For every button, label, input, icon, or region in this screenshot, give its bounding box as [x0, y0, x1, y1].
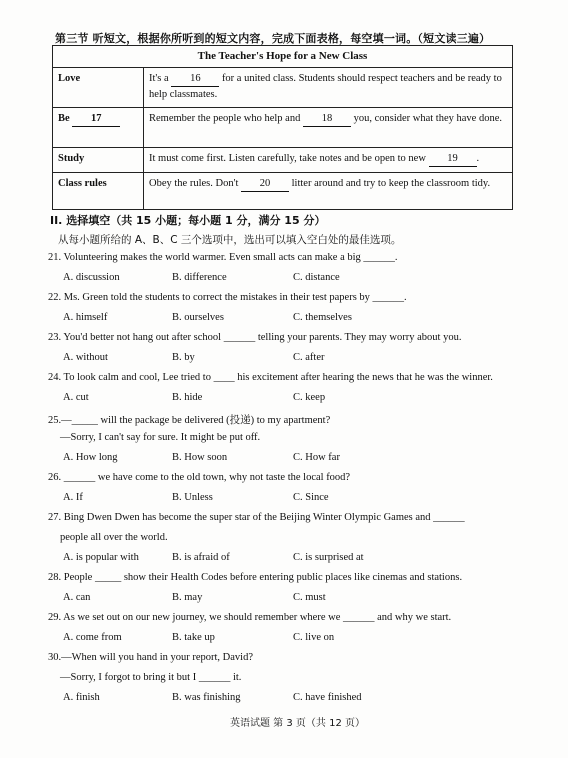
option-c: C. is surprised at [293, 552, 364, 563]
row-label: Be 17 [53, 108, 144, 148]
option-a: A. come from [63, 632, 122, 643]
option-c: C. have finished [293, 692, 362, 703]
option-c: C. distance [293, 272, 340, 283]
question-stem: 30.—When will you hand in your report, David? [48, 652, 253, 663]
option-a: A. How long [63, 452, 118, 463]
listening-table [52, 45, 513, 210]
question-stem: 25.—_____ will the package be delivered (投递) to my apartment? [48, 415, 331, 426]
question-stem: 23. You'd better not hang out after school ______ telling your parents. They may worry about you. [48, 332, 462, 343]
page-footer: 英语试题 第 3 页（共 12 页） [230, 718, 365, 729]
question-stem: 26. ______ we have come to the old town, why not taste the local food? [48, 472, 351, 483]
option-a: A. cut [63, 392, 89, 403]
row-content: Remember the people who help and 18 you, consider what they have done. [144, 108, 513, 148]
row-label: Class rules [53, 173, 144, 210]
option-b: B. Unless [172, 492, 213, 503]
option-b: B. difference [172, 272, 227, 283]
option-a: A. is popular with [63, 552, 139, 563]
option-a: A. himself [63, 312, 108, 323]
part2-heading: II. 选择填空（共 15 小题；每小题 1 分，满分 15 分） [50, 214, 326, 227]
question-stem: 29. As we set out on our new journey, we should remember where we ______ and why we start. [48, 612, 452, 623]
table-row-love [53, 68, 513, 108]
blank-16: 16 [171, 71, 219, 87]
table-row-class-rules [53, 173, 513, 210]
question-stem: 27. Bing Dwen Dwen has become the super star of the Beijing Winter Olympic Games and ______ [48, 512, 465, 523]
option-c: C. must [293, 592, 326, 603]
row-content: It's a 16 for a united class. Students should respect teachers and be ready to help classmates. [144, 68, 513, 108]
option-c: C. live on [293, 632, 335, 643]
question-stem: —Sorry, I can't say for sure. It might be put off. [60, 432, 261, 443]
row-label: Love [53, 68, 144, 108]
option-b: B. is afraid of [172, 552, 230, 563]
option-a: A. can [63, 592, 91, 603]
option-c: C. How far [293, 452, 340, 463]
option-c: C. themselves [293, 312, 352, 323]
question-stem: 21. Volunteering makes the world warmer. Even small acts can make a big ______. [48, 252, 398, 263]
question-stem: 28. People _____ show their Health Codes before entering public places like cinemas and stations. [48, 572, 463, 583]
option-c: C. Since [293, 492, 329, 503]
option-a: A. discussion [63, 272, 120, 283]
question-stem: people all over the world. [60, 532, 168, 543]
option-b: B. by [172, 352, 195, 363]
row-content: Obey the rules. Don't 20 litter around and try to keep the classroom tidy. [144, 173, 513, 210]
part2-instruction: 从每小题所给的 A、B、C 三个选项中，选出可以填入空白处的最佳选项。 [58, 234, 402, 246]
option-b: B. take up [172, 632, 215, 643]
blank-20: 20 [241, 176, 289, 192]
listening-section-heading: 第三节 听短文，根据你所听到的短文内容，完成下面表格，每空填一词。（短文读三遍） [55, 32, 491, 45]
question-stem: —Sorry, I forgot to bring it but I ______ it. [60, 672, 242, 683]
row-content: It must come first. Listen carefully, take notes and be open to new 19 . [144, 148, 513, 173]
table-row-be [53, 108, 513, 148]
blank-18: 18 [303, 111, 351, 127]
option-a: A. without [63, 352, 108, 363]
row-label: Study [53, 148, 144, 173]
option-b: B. may [172, 592, 203, 603]
table-title: The Teacher's Hope for a New Class [53, 46, 513, 68]
option-a: A. finish [63, 692, 100, 703]
table-row-study [53, 148, 513, 173]
blank-19: 19 [429, 151, 477, 167]
blank-17: 17 [72, 111, 120, 127]
option-c: C. after [293, 352, 325, 363]
option-b: B. hide [172, 392, 203, 403]
option-a: A. If [63, 492, 83, 503]
option-b: B. How soon [172, 452, 228, 463]
option-b: B. was finishing [172, 692, 241, 703]
option-b: B. ourselves [172, 312, 224, 323]
question-stem: 22. Ms. Green told the students to correct the mistakes in their test papers by ______. [48, 292, 407, 303]
option-c: C. keep [293, 392, 326, 403]
question-stem: 24. To look calm and cool, Lee tried to ____ his excitement after hearing the news that he was the winner. [48, 372, 493, 383]
